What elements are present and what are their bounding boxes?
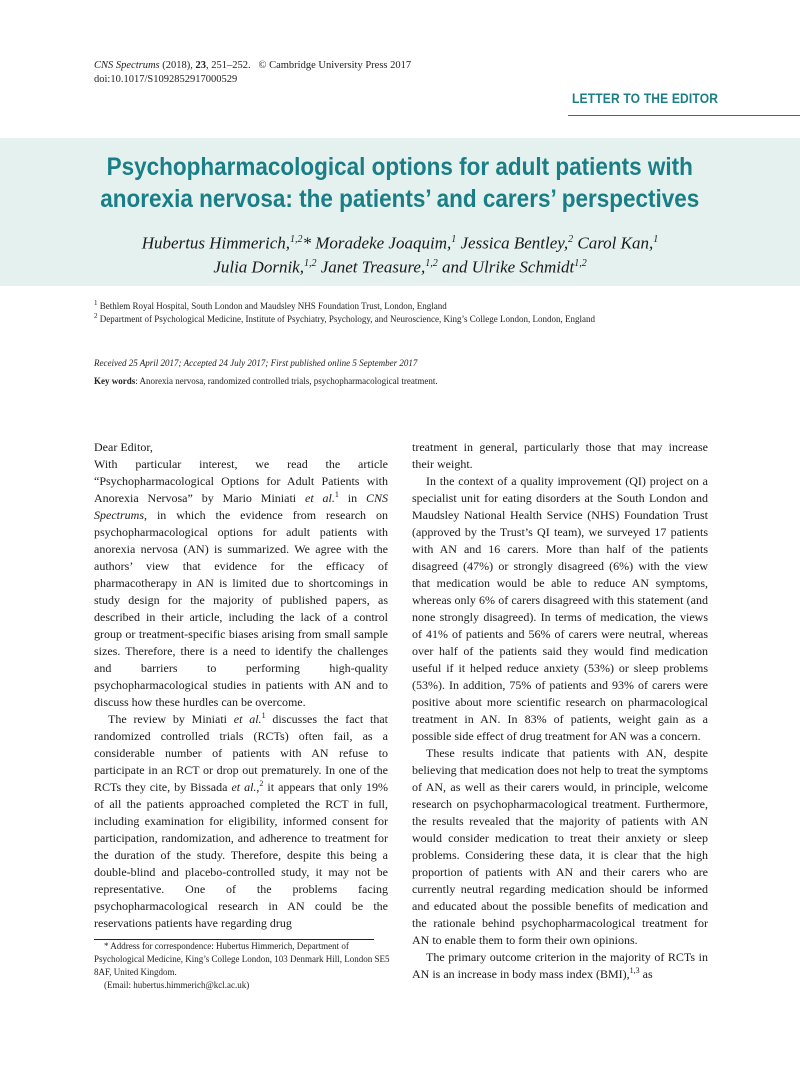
citation-ref[interactable]: 2 (259, 779, 264, 788)
author-name: Moradeke Joaquim, (311, 233, 452, 253)
salutation: Dear Editor, (94, 440, 153, 454)
affiliation-2 (94, 310, 595, 325)
author-name: and Ulrike Schmidt (437, 257, 575, 277)
text-run: , in which the evidence from research on psychopharmacological options for adult patients with anorexia nervosa (AN) is summarized. We agree with the authors’ view that evidence for the efficacy of pharmacotherapy in AN is limited due to shortcomings in study design for the majority of published papers, as described in their article, including the lack of a control group or treatment-specific biases arising from small sample sizes. Therefore, there is a need to identify the challenges and barriers to performing high-quality psychopharmacological studies in patients with AN and to discuss how these hurdles can be overcome. (94, 508, 388, 709)
affiliation-text: Bethlem Royal Hospital, South London and Maudsley NHS Foundation Trust, London, England (97, 301, 447, 311)
body-column-left (94, 439, 388, 932)
journal-volume: 23 (195, 60, 206, 71)
affiliation-number: 2 (94, 312, 98, 320)
journal-citation (94, 59, 411, 87)
text-run: The review by Miniati (108, 712, 234, 726)
footnote-address: * Address for correspondence: Hubertus Himmerich, Department of Psychological Medicine, King’s College London, 103 Denmark Hill, London SE5 8AF, United Kingdom. (94, 941, 390, 977)
body-paragraph: In the context of a quality improvement (QI) project on a specialist unit for eating disorders at the South London and Maudsley National Health Service (NHS) Foundation Trust (approved by the Trust’s QI team), we surveyed 17 patients with AN and 16 carers. More than half of the patients disagreed (47%) or strongly disagreed (6%) with the view that medication would be able to reduce AN symptoms, whereas only 6% of carers disagreed with this statement (and none strongly disagreed). In terms of medication, the views of 41% of patients and 56% of carers were neutral, whereas over half of the patients said they would find medication useful if it helped reduce anxiety (53%) or sleep problems (53%). In addition, 75% of patients and 93% of carers were positive about more scientific research on pharmacological treatment in AN. In 83% of patients, weight gain as a possible side effect of drug treatment for AN was a concern. (412, 474, 708, 743)
body-paragraph (412, 949, 708, 983)
affiliation-text: Department of Psychological Medicine, Institute of Psychiatry, Psychology, and Neuroscience, King’s College London, London, England (97, 314, 595, 324)
keywords-label: Key words (94, 376, 136, 386)
author-affil-sup: 1,2 (574, 257, 587, 269)
citation-ref[interactable]: 1 (261, 711, 266, 720)
author-affil-sup: 1 (451, 234, 457, 245)
text-run: The primary outcome criterion in the majority of RCTs in AN is an increase in body mass index (BMI), (412, 950, 708, 981)
correspondence-footnote (94, 940, 394, 992)
author-name: Julia Dornik, (213, 257, 304, 277)
section-label: LETTER TO THE EDITOR (572, 90, 719, 106)
received-dates: Received 25 April 2017; Accepted 24 July 2017; First published online 5 September 2017 (94, 358, 418, 368)
text-run: as (639, 967, 653, 981)
author-affil-sup: 1 (653, 234, 659, 245)
body-paragraph (94, 456, 388, 711)
article-title (0, 151, 800, 215)
author-affil-sup: 2 (568, 234, 574, 245)
text-run: CNS Spectrums (94, 491, 388, 522)
author-list (0, 230, 800, 277)
citation-ref[interactable]: 1,3 (629, 966, 640, 975)
journal-year: (2018), (162, 60, 193, 71)
text-run: With particular interest, we read the article “Psychopharmacological Options for Adult Patients with Anorexia Nervosa” by Mario Miniati (94, 457, 388, 505)
citation-line (94, 59, 411, 73)
text-run: et al. (231, 780, 257, 794)
corresponding-mark: * (302, 233, 312, 253)
citation-ref[interactable]: 1 (334, 490, 339, 499)
keywords (94, 376, 438, 386)
text-run: it appears that only 19% of all the patients approached completed the RCT in full, including examination for eligibility, informed consent for participation, randomization, and adherence to treatment for the duration of the study. Therefore, despite this being a double-blind and placebo-controlled study, it may not be representative. One of the problems facing psychopharmacological research in AN could be the reservations patients have regarding drug (94, 780, 389, 930)
copyright: © Cambridge University Press 2017 (258, 60, 412, 71)
text-run: et al. (233, 712, 262, 726)
journal-name: CNS Spectrums (94, 60, 160, 71)
author-affil-sup: 1,2 (303, 257, 317, 269)
author-name: Jessica Bentley, (456, 233, 569, 253)
author-affil-sup: 1,2 (290, 234, 303, 245)
author-name: Hubertus Himmerich, (141, 233, 291, 253)
affiliation-number: 1 (94, 299, 98, 307)
author-line-1 (0, 230, 800, 254)
doi-link[interactable]: doi:10.1017/S1092852917000529 (94, 74, 238, 85)
section-rule (568, 115, 800, 116)
text-run: discusses the fact that randomized controlled trials (RCTs) often fail, as a considerable number of patients with AN refuse to participate in an RCT or drop out prematurely. In one of the RCTs they cite, by Bissada (94, 712, 388, 794)
footnote-email[interactable]: (Email: hubertus.himmerich@kcl.ac.uk) (104, 980, 250, 990)
body-paragraph: The review by Miniati et al.$^1$ discusses the fact that randomized controlled trials (RCTs) often fail, as a considerable number of patients with AN refuse to participate in an RCT or drop out prematurely. In one of the RCTs they cite, by Bissada et al.,$^2$ it appears that only 19% of all the patients approached completed the RCT in full, including examination for eligibility, informed consent for participation, randomization, and adherence to treatment for the duration of the study. Therefore, despite this being a double-blind and placebo-controlled study, it may not be representative. One of the problems facing psychopharmacological research in AN could be the reservations patients have regarding drug (94, 711, 389, 930)
journal-pages: , 251–252. (206, 60, 251, 71)
title-line-2: anorexia nervosa: the patients’ and carers’ perspectives (100, 185, 700, 213)
title-line-1: Psychopharmacological options for adult patients with (106, 153, 694, 181)
body-paragraph: These results indicate that patients with AN, despite believing that medication does not help to treat the symptoms of AN, as well as their carers would, in principle, welcome research on psychopharmacological treatment. Furthermore, the results revealed that the majority of patients with AN would consider medication to treat their anxiety or sleep problems. Considering these data, it is clear that the high proportion of patients with AN and their carers who are currently neutral regarding medication should be informed and educated about the possible benefits of medication and the rationale behind psychopharmacological treatment for AN to enable them to form their own opinions. (412, 746, 708, 947)
keywords-text: : Anorexia nervosa, randomized controlled trials, psychopharmacological treatment. (135, 376, 438, 386)
body-paragraph: treatment in general, particularly those that may increase their weight. (412, 440, 708, 471)
author-line-2 (0, 254, 800, 278)
author-name: Janet Treasure, (316, 257, 426, 277)
text-run: in (338, 491, 366, 505)
author-affil-sup: 1,2 (425, 257, 438, 269)
body-column-right (412, 439, 708, 983)
text-run: et al. (305, 491, 335, 505)
author-name: Carol Kan, (573, 233, 654, 253)
